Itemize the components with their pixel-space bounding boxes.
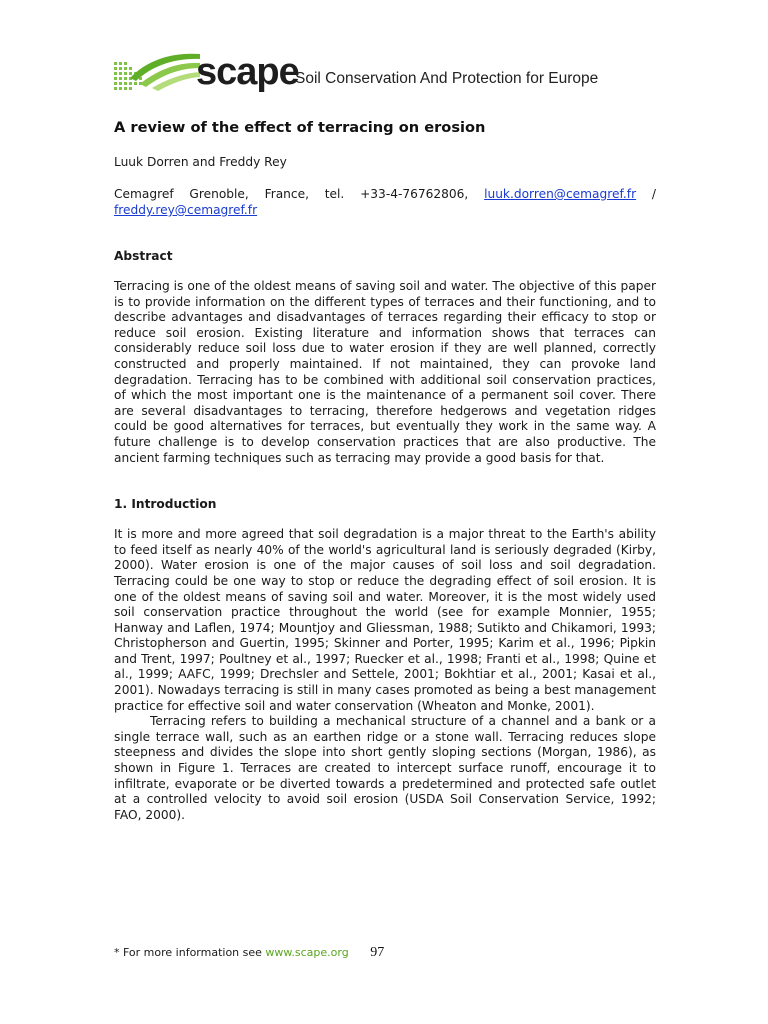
- introduction-paragraph-1: It is more and more agreed that soil degradation is a major threat to the Earth's ability to feed itself as nearly 40% of the world's agricultural land is seriously degraded (Kirby, 2000). Water erosion is one of the major causes of soil loss and soil degradation. Terracing could be one way to stop or reduce the degrading effect of soil erosion. It is one of the oldest means of saving soil and water. Moreover, it is the most widely used soil conservation practice throughout the world (see for example Monnier, 1955; Hanway and Laflen, 1974; Mountjoy and Gliessman, 1988; Sutikto and Chikamori, 1993; Christopherson and Guertin, 1995; Skinner and Porter, 1995; Karim et al., 1996; Pipkin and Trent, 1997; Poultney et al., 1997; Ruecker et al., 1998; Franti et al., 1998; Quine et al., 1999; AAFC, 1999; Drechsler and Settele, 2001; Bokhtiar et al., 2001; Kasai et al., 2001). Nowadays terracing is still in many cases promoted as being a best management practice for effective soil and water conservation (Wheaton and Monke, 2001).: [114, 527, 656, 713]
- abstract-text: Terracing is one of the oldest means of saving soil and water. The objective of this paper is to provide information on the different types of terraces and their functioning, and to describe advantages and disadvantages of terraces regarding their efficacy to stop or reduce soil erosion. Existing literature and information shows that terraces can considerably reduce soil loss due to water erosion if they are well planned, correctly constructed and properly maintained. If not maintained, they can provoke land degradation. Terracing has to be combined with additional soil conservation practices, of which the most important one is the maintenance of a permanent soil cover. There are several disadvantages to terracing, therefore hedgerows and vegetation ridges could be good alternatives for terraces, but eventually they work in the same way. A future challenge is to develop conservation practices that are also productive. The ancient farming techniques such as terracing may provide a good basis for that.: [114, 279, 656, 465]
- page-number: 97: [370, 945, 385, 960]
- scape-tagline: Soil Conservation And Protection for Europe: [295, 70, 599, 87]
- affiliation-text: Cemagref Grenoble, France, tel. +33-4-76762806,: [114, 187, 469, 201]
- paper-title: A review of the effect of terracing on erosion: [114, 119, 486, 136]
- scape-logo-graphic: [112, 48, 202, 96]
- affiliation: [114, 186, 656, 218]
- footer-website-link[interactable]: www.scape.org: [265, 946, 349, 959]
- abstract-heading: Abstract: [114, 249, 173, 263]
- paper-body: [114, 117, 656, 823]
- email-link-dorren[interactable]: luuk.dorren@cemagref.fr: [484, 187, 637, 201]
- introduction-paragraph-2: Terracing refers to building a mechanical structure of a channel and a bank or a single terrace wall, such as an earthen ridge or a stone wall. Terracing reduces slope steepness and divides the slope into short gently sloping sections (Morgan, 1986), as shown in Figure 1. Terraces are created to intercept surface runoff, encourage it to infiltrate, evaporate or be diverted towards a predetermined and protected safe outlet at a controlled velocity to avoid soil erosion (USDA Soil Conservation Service, 1992; FAO, 2000).: [114, 714, 656, 822]
- email-link-rey[interactable]: freddy.rey@cemagref.fr: [114, 203, 258, 217]
- scape-logo-wordmark: scape: [196, 51, 299, 93]
- introduction-heading: 1. Introduction: [114, 497, 217, 512]
- email-separator: /: [651, 187, 656, 201]
- page-footer: [114, 945, 384, 961]
- page-header: [112, 48, 672, 98]
- footer-note: * For more information see: [114, 946, 262, 959]
- paper-authors: Luuk Dorren and Freddy Rey: [114, 155, 287, 169]
